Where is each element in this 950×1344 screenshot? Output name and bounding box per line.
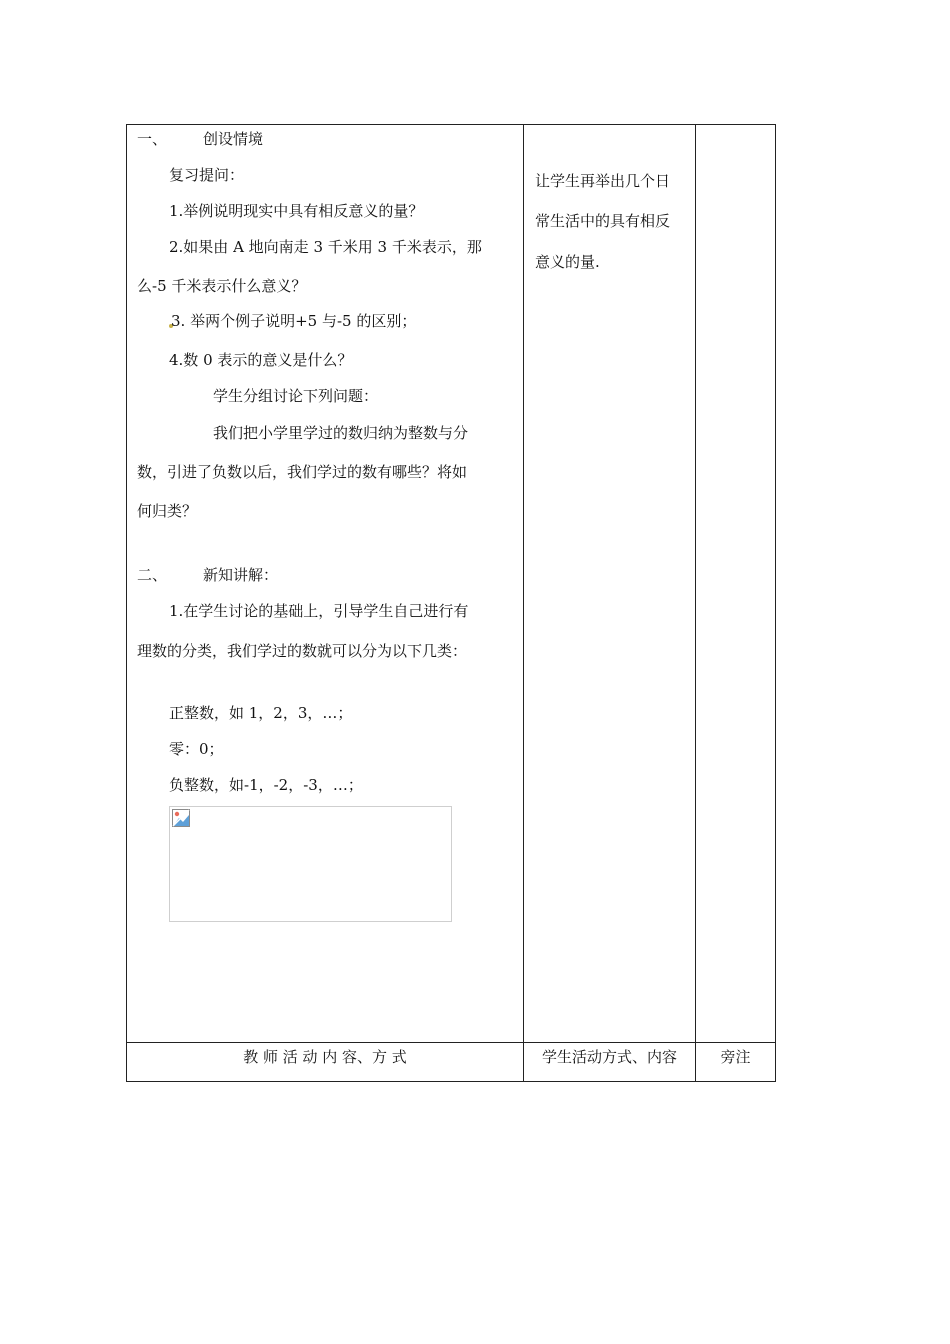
question-2-line-1: 2.如果由 A 地向南走 3 千米用 3 千米表示，那 (169, 238, 482, 256)
student-column-header: 学生活动方式、内容 (541, 1048, 677, 1066)
review-heading: 复习提问： (169, 166, 245, 184)
lesson-table (126, 124, 776, 1082)
question-4: 4.数 0 表示的意义是什么？ (169, 351, 353, 369)
discussion-paragraph-line-2: 数，引进了负数以后，我们学过的数有哪些？将如 (137, 463, 468, 481)
footer-row-divider (127, 1042, 775, 1043)
positive-integers-line: 正整数，如 1，2，3，…； (169, 704, 353, 722)
question-1: 1.举例说明现实中具有相反意义的量？ (169, 202, 424, 220)
question-3: 3. 举两个例子说明+5 与-5 的区别； (171, 312, 417, 330)
student-activity-line-3: 意义的量. (535, 253, 600, 271)
section1-title: 创设情境 (203, 130, 264, 148)
student-activity-line-1: 让学生再举出几个日 (535, 172, 671, 190)
discussion-paragraph-line-3: 何归类？ (137, 502, 198, 520)
question-2-line-2: 么-5 千米表示什么意义？ (137, 277, 307, 295)
negative-integers-line: 负整数，如-1，-2，-3，…； (169, 776, 363, 794)
notes-column-header: 旁注 (720, 1048, 751, 1066)
missing-image-placeholder (169, 806, 452, 922)
group-discussion-heading: 学生分组讨论下列问题： (213, 387, 379, 405)
student-activity-line-2: 常生活中的具有相反 (535, 212, 671, 230)
new-knowledge-1-line-1: 1.在学生讨论的基础上，引导学生自己进行有 (169, 602, 469, 620)
discussion-paragraph-line-1: 我们把小学里学过的数归纳为整数与分 (213, 424, 469, 442)
teacher-column-header: 教 师 活 动 内 容、方 式 (243, 1048, 407, 1066)
section2-title: 新知讲解： (203, 566, 279, 584)
section2-number: 二、 (137, 566, 168, 584)
column-divider-1 (523, 125, 524, 1081)
broken-image-icon (172, 809, 190, 827)
zero-line: 零：0； (169, 740, 224, 758)
section1-number: 一、 (137, 130, 168, 148)
column-divider-2 (695, 125, 696, 1081)
new-knowledge-1-line-2: 理数的分类，我们学过的数就可以分为以下几类： (137, 642, 468, 660)
